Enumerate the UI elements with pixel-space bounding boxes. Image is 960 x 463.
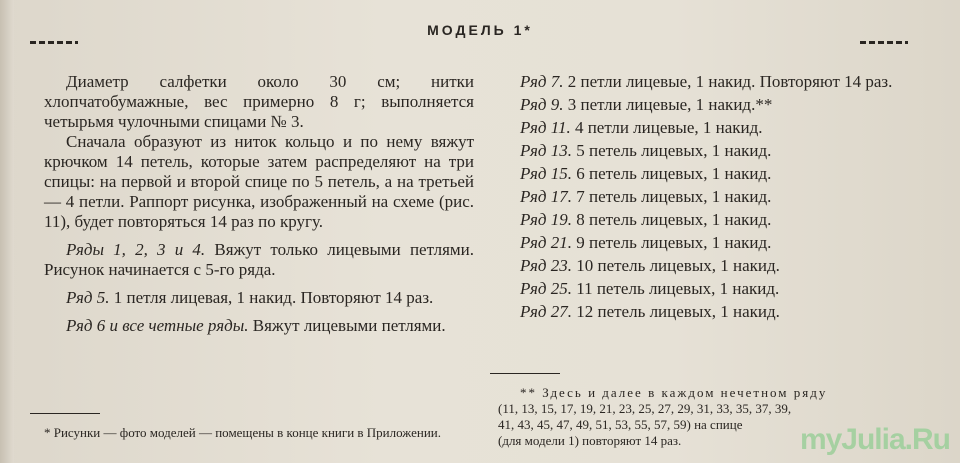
- row-text: 11 петель лицевых, 1 накид.: [576, 279, 780, 298]
- rows-1-4-paragraph: [44, 240, 474, 280]
- row-5-label: Ряд 5.: [66, 288, 110, 307]
- row-instruction: [520, 279, 938, 299]
- row-text: 6 петель лицевых, 1 накид.: [576, 164, 772, 183]
- row-text: 3 петли лицевые, 1 накид.**: [567, 95, 773, 114]
- row-instruction: [520, 164, 938, 184]
- row-instruction: [520, 210, 938, 230]
- row-label: Ряд 23.: [520, 256, 572, 275]
- footnote-divider-left: [30, 413, 100, 414]
- row-text: 5 петель лицевых, 1 накид.: [576, 141, 772, 160]
- row-6-label: Ряд 6 и все четные ряды.: [66, 316, 249, 335]
- footnote-right-line: 41, 43, 45, 47, 49, 51, 53, 55, 57, 59) на спице: [498, 417, 743, 432]
- footnote-divider-right: [490, 373, 560, 374]
- row-instruction: [520, 141, 938, 161]
- footnote-left: * Рисунки — фото моделей — помещены в конце книги в Приложении.: [44, 425, 442, 440]
- book-binding-edge: [0, 0, 14, 463]
- row-label: Ряд 25.: [520, 279, 572, 298]
- row-instruction: [520, 72, 938, 92]
- row-instruction: [520, 256, 938, 276]
- row-5-paragraph: [44, 288, 474, 308]
- row-5-text: 1 петля лицевая, 1 накид. Повторяют 14 раз.: [113, 288, 434, 307]
- page-title: МОДЕЛЬ 1*: [427, 22, 533, 38]
- footnote-right-line: (11, 13, 15, 17, 19, 21, 23, 25, 27, 29, 31, 33, 35, 37, 39,: [498, 401, 792, 416]
- row-text: 12 петель лицевых, 1 накид.: [576, 302, 780, 321]
- right-column: [498, 72, 938, 325]
- row-text: 4 петли лицевые, 1 накид.: [574, 118, 763, 137]
- row-label: Ряд 17.: [520, 187, 572, 206]
- rows-1-4-text: Вяжут только лицевыми петлями. Рисунок начинается с 5-го ряда.: [44, 240, 474, 279]
- row-text: 7 петель лицевых, 1 накид.: [576, 187, 772, 206]
- header-ornament-right: [860, 41, 908, 44]
- row-instruction: [520, 118, 938, 138]
- row-instruction: [520, 233, 938, 253]
- row-label: Ряд 9.: [520, 95, 564, 114]
- row-label: Ряд 21.: [520, 233, 572, 252]
- row-label: Ряд 27.: [520, 302, 572, 321]
- row-label: Ряд 7.: [520, 72, 564, 91]
- watermark-logo: myJulia.Ru: [799, 423, 950, 456]
- row-instruction: [520, 95, 938, 115]
- row-text: 9 петель лицевых, 1 накид.: [576, 233, 772, 252]
- row-text: 2 петли лицевые, 1 накид. Повторяют 14 раз.: [567, 72, 893, 91]
- footnote-right-line: ** Здесь и далее в каждом нечетном ряду: [520, 385, 828, 400]
- row-6-paragraph: [44, 316, 474, 336]
- row-text: 8 петель лицевых, 1 накид.: [576, 210, 772, 229]
- start-paragraph: Сначала образуют из ниток кольцо и по нему вяжут крючком 14 петель, которые затем распределяют на три спицы: на первой и второй спице по 5 петель, а на третьей — 4 петли. Раппорт рисунка, изображенный на схеме (рис. 11), будет повторяться 14 раз по кругу.: [44, 132, 474, 231]
- row-instruction: [520, 302, 938, 322]
- rows-1-4-label: Ряды 1, 2, 3 и 4.: [66, 240, 206, 259]
- row-instruction: [520, 187, 938, 207]
- row-label: Ряд 19.: [520, 210, 572, 229]
- row-label: Ряд 13.: [520, 141, 572, 160]
- intro-paragraph: Диаметр салфетки около 30 см; нитки хлопчатобумажные, вес примерно 8 г; выполняется четырьмя чулочными спицами № 3.: [44, 72, 474, 131]
- row-label: Ряд 11.: [520, 118, 571, 137]
- left-column: [44, 72, 474, 344]
- row-text: 10 петель лицевых, 1 накид.: [576, 256, 780, 275]
- row-label: Ряд 15.: [520, 164, 572, 183]
- row-6-text: Вяжут лицевыми петлями.: [252, 316, 446, 335]
- header-ornament-left: [30, 41, 78, 44]
- footnote-right-line: (для модели 1) повторяют 14 раз.: [498, 433, 682, 448]
